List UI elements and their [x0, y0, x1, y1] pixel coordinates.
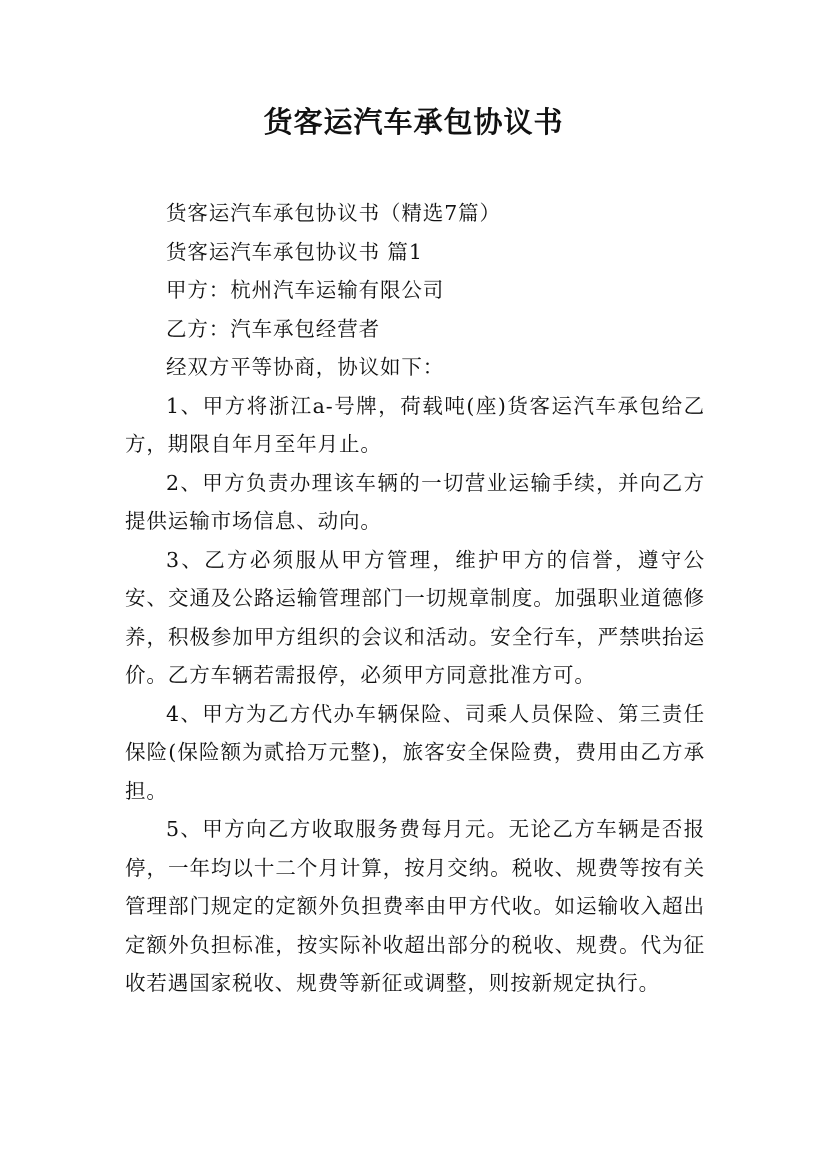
paragraph-party-b: 乙方：汽车承包经营者 [166, 316, 380, 341]
paragraph-clause-5: 5、甲方向乙方收取服务费每月元。无论乙方车辆是否报停，一年均以十二个月计算，按月交纳。税收、规费等按有关管理部门规定的定额外负担费率由甲方代收。如运输收入超出定额外负担标准，按实际补收超出部分的税收、规费。代为征收若遇国家税收、规费等新征或调整，则按新规定执行。 [125, 817, 705, 995]
paragraph-party-a: 甲方：杭州汽车运输有限公司 [166, 278, 445, 302]
paragraph-clause-4: 4、甲方为乙方代办车辆保险、司乘人员保险、第三责任保险(保险额为贰拾万元整)，旅客安全保险费，费用由乙方承担。 [125, 701, 705, 803]
document-body [125, 194, 705, 1003]
paragraph-clause-3: 3、乙方必须服从甲方管理，维护甲方的信誉，遵守公安、交通及公路运输管理部门一切规章制度。加强职业道德修养，积极参加甲方组织的会议和活动。安全行车，严禁哄抬运价。乙方车辆若需报停，必须甲方同意批准方可。 [125, 547, 705, 687]
paragraph-clause-2: 2、甲方负责办理该车辆的一切营业运输手续，并向乙方提供运输市场信息、动向。 [125, 470, 705, 533]
paragraph-section-heading: 货客运汽车承包协议书 篇1 [166, 239, 423, 264]
paragraph-clause-1: 1、甲方将浙江a-号牌，荷载吨(座)货客运汽车承包给乙方，期限自年月至年月止。 [125, 393, 705, 456]
document-title: 货客运汽车承包协议书 [263, 105, 564, 139]
paragraph-subtitle: 货客运汽车承包协议书（精选7篇） [166, 201, 501, 225]
paragraph-agreement-intro: 经双方平等协商，协议如下： [166, 355, 445, 379]
